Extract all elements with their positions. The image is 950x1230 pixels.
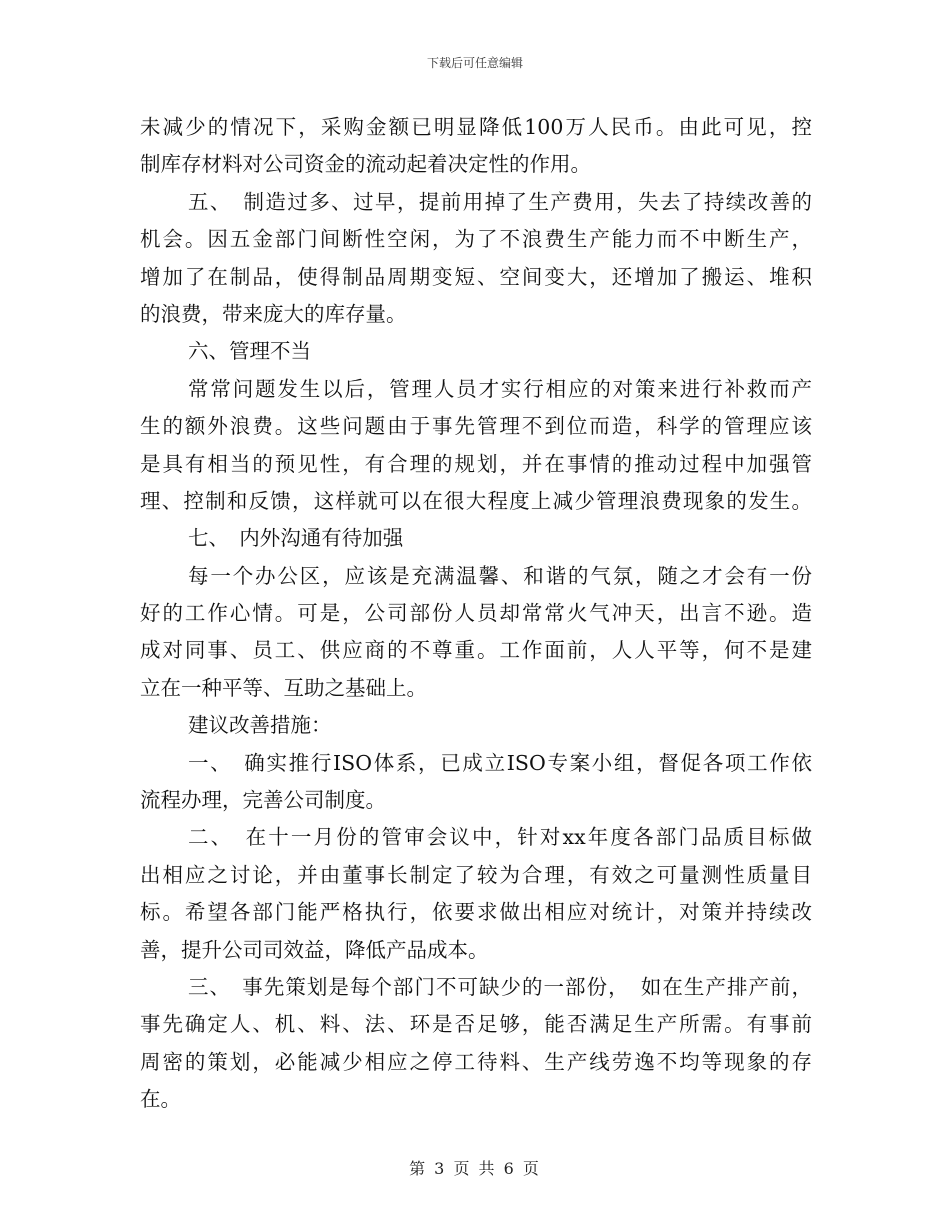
text-line: 的浪费，带来庞大的库存量。 [140,301,407,326]
text-line: 事先确定人、机、料、法、环是否足够，能否满足生产所需。有事前 [140,1012,812,1037]
text-line: 三、 事先策划是每个部门不可缺少的一部份， 如在生产排产前， [188,974,812,999]
text-line: 善，提升公司司效益，降低产品成本。 [140,937,489,962]
page-header: 下载后可任意编辑 [426,56,523,70]
text-line: 机会。因五金部门间断性空闲，为了不浪费生产能力而不中断生产， [140,227,812,252]
section-heading: 七、 内外沟通有待加强 [188,526,404,551]
text-line: 二、 在十一月份的管审会议中，针对xx年度各部门品质目标做 [188,825,812,850]
text-line: 生的额外浪费。这些问题由于事先管理不到位而造，科学的管理应该 [140,414,812,439]
text-line: 立在一种平等、互助之基础上。 [140,675,427,700]
page-footer: 第 3 页 共 6 页 [409,1159,541,1178]
text-line: 五、 制造过多、过早，提前用掉了生产费用，失去了持续改善的 [188,189,812,214]
section-heading: 六、管理不当 [188,339,311,364]
document-body [140,109,812,1119]
text-line: 在。 [140,1087,181,1112]
text-line: 周密的策划，必能减少相应之停工待料、生产线劳逸不均等现象的存 [140,1049,812,1074]
text-line: 制库存材料对公司资金的流动起着决定性的作用。 [140,152,591,177]
section-heading: 建议改善措施： [188,713,332,738]
text-line: 一、 确实推行ISO体系，已成立ISO专案小组，督促各项工作依 [188,750,812,775]
text-line: 好的工作心情。可是，公司部份人员却常常火气冲天，出言不逊。造 [140,601,812,626]
text-line: 常常问题发生以后，管理人员才实行相应的对策来进行补救而产 [188,376,812,401]
text-line: 是具有相当的预见性，有合理的规划，并在事情的推动过程中加强管 [140,451,812,476]
text-line: 标。希望各部门能严格执行，依要求做出相应对统计，对策并持续改 [140,900,812,925]
text-line: 流程办理，完善公司制度。 [140,788,386,813]
text-line: 成对同事、员工、供应商的不尊重。工作面前，人人平等，何不是建 [140,638,812,663]
text-line: 未减少的情况下，采购金额已明显降低100万人民币。由此可见，控 [140,115,812,139]
text-line: 出相应之讨论，并由董事长制定了较为合理，有效之可量测性质量目 [140,862,812,887]
text-line: 每一个办公区，应该是充满温馨、和谐的气氛，随之才会有一份 [188,563,812,588]
text-line: 增加了在制品，使得制品周期变短、空间变大，还增加了搬运、堆积 [140,264,812,289]
text-line: 理、控制和反馈，这样就可以在很大程度上减少管理浪费现象的发生。 [140,488,812,513]
